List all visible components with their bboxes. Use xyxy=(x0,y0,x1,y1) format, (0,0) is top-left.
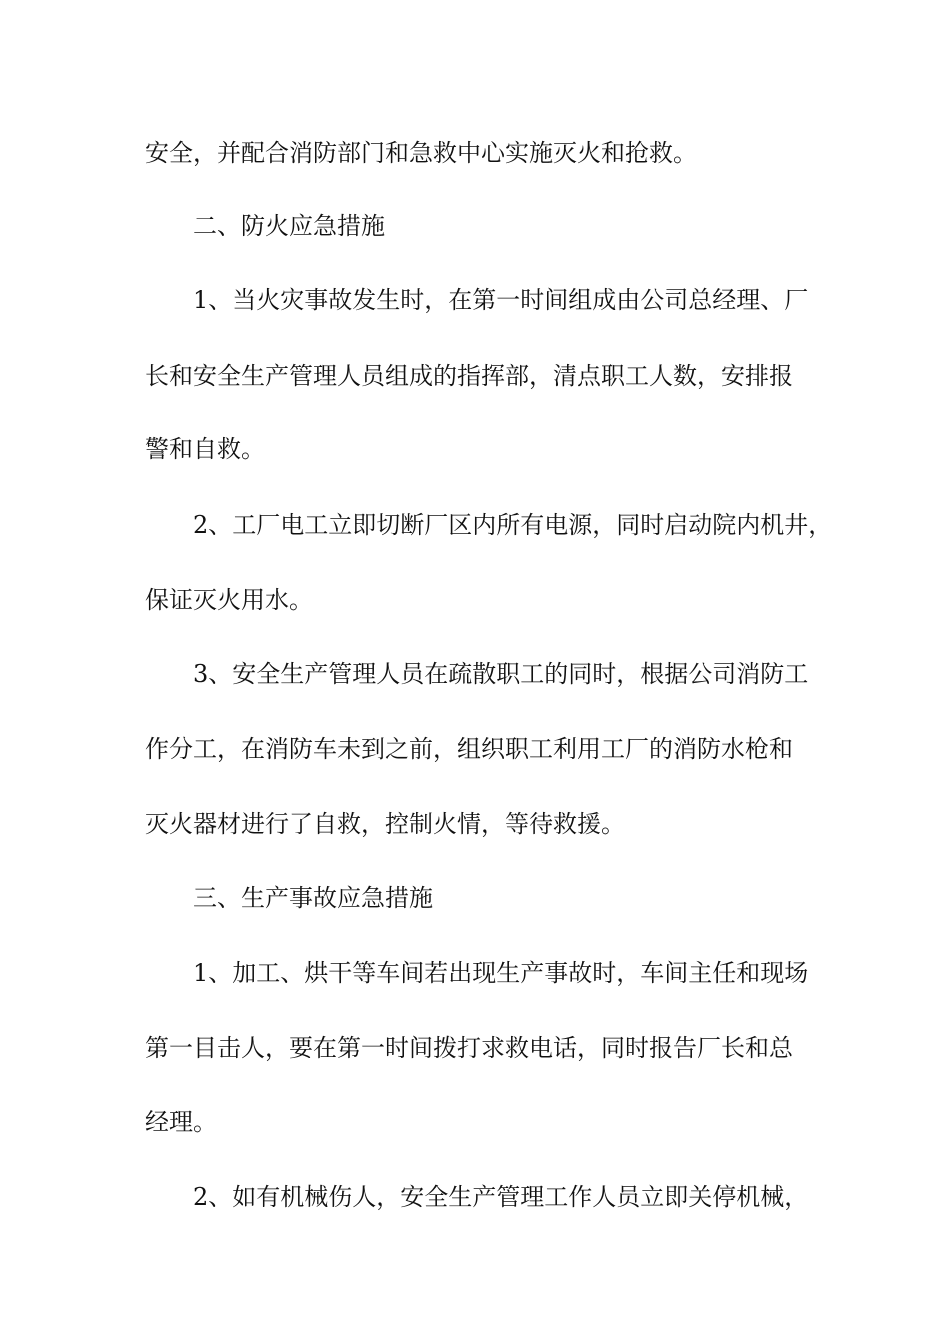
text-line: 1、加工、烘干等车间若出现生产事故时，车间主任和现场 xyxy=(193,959,809,987)
text-line: 第一目击人，要在第一时间拨打求救电话，同时报告厂长和总 xyxy=(145,1034,793,1062)
text-line: 保证灭火用水。 xyxy=(145,586,313,614)
text-line: 3、安全生产管理人员在疏散职工的同时，根据公司消防工 xyxy=(193,660,809,688)
text-line: 长和安全生产管理人员组成的指挥部，清点职工人数，安排报 xyxy=(145,362,793,390)
text-line: 警和自救。 xyxy=(145,435,265,463)
text-line: 灭火器材进行了自救，控制火情，等待救援。 xyxy=(145,810,625,838)
text-line: 作分工，在消防车未到之前，组织职工利用工厂的消防水枪和 xyxy=(145,735,793,763)
text-line: 安全，并配合消防部门和急救中心实施灭火和抢救。 xyxy=(145,139,697,167)
text-line: 经理。 xyxy=(145,1108,217,1136)
section-heading: 三、生产事故应急措施 xyxy=(193,884,433,912)
text-line: 2、如有机械伤人，安全生产管理工作人员立即关停机械， xyxy=(193,1183,809,1211)
text-line: 2、工厂电工立即切断厂区内所有电源，同时启动院内机井， xyxy=(193,511,833,539)
section-heading: 二、防火应急措施 xyxy=(193,212,385,240)
text-line: 1、当火灾事故发生时，在第一时间组成由公司总经理、厂 xyxy=(193,286,809,314)
